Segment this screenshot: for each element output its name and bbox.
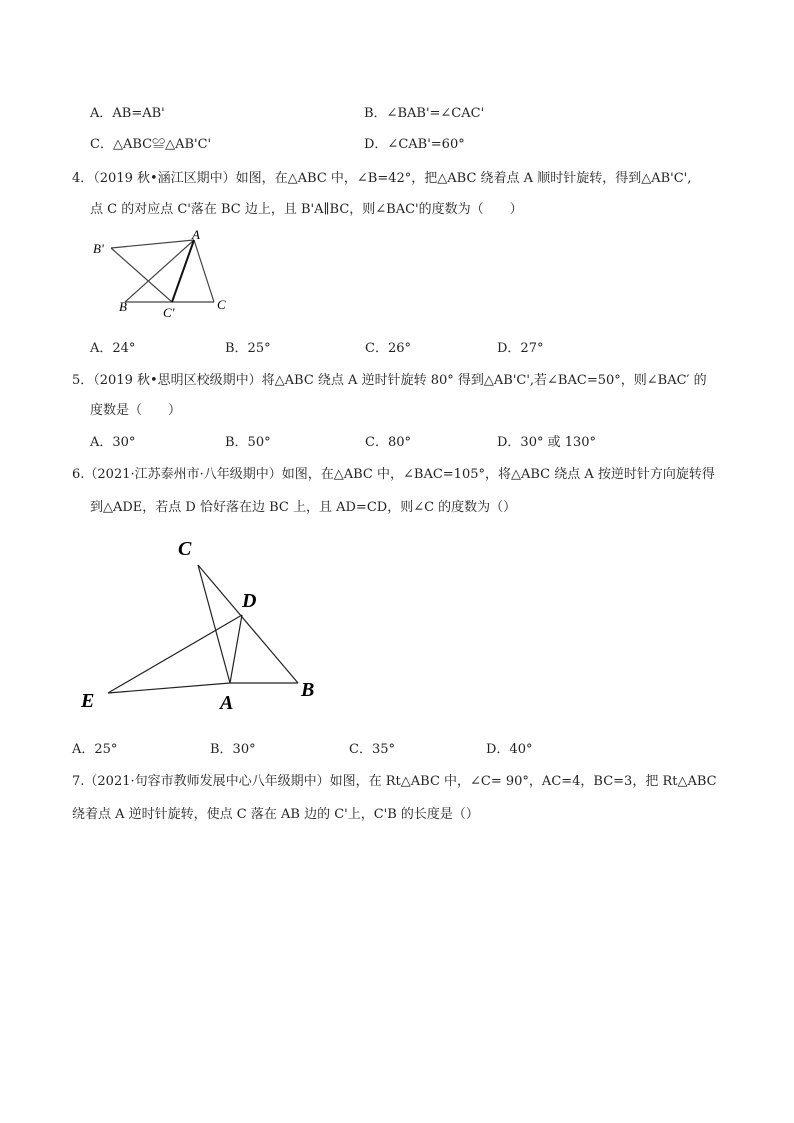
q6-stem-line1: 6.（2021·江苏泰州市·八年级期中）如图，在△ABC 中，∠BAC=105°，将△ABC 绕点 A 按逆时针方向旋转得 xyxy=(72,467,715,482)
q4-stem-line2: 点 C 的对应点 C'落在 BC 边上，且 B'A∥BC，则∠BAC'的度数为（ ） xyxy=(90,202,523,217)
q4-option-a: A．24° xyxy=(90,341,136,356)
q4-label-c: C xyxy=(217,297,226,312)
q6-segment-c-b xyxy=(198,565,298,683)
q6-label-b: B xyxy=(301,679,315,701)
q4-label-a: A xyxy=(192,228,200,242)
q7-stem-line1: 7.（2021·句容市教师发展中心八年级期中）如图，在 Rt△ABC 中，∠C= 90°，AC=4，BC=3，把 Rt△ABC xyxy=(72,774,717,789)
q3-option-d: D．∠CAB'=60° xyxy=(364,137,465,152)
q6-figure xyxy=(72,535,332,720)
q4-label-b: B xyxy=(119,299,127,314)
q4-segment-bprime-cprime xyxy=(111,248,172,302)
q4-segment-bprime-a xyxy=(111,240,194,248)
q4-figure xyxy=(88,228,248,323)
q6-option-a: A．25° xyxy=(72,742,118,757)
q6-option-c: C．35° xyxy=(349,742,395,757)
q6-segment-a-d xyxy=(230,615,242,683)
q3-option-a: A．AB=AB' xyxy=(90,106,165,121)
q4-option-c: C．26° xyxy=(365,341,411,356)
q6-option-d: D．40° xyxy=(486,742,533,757)
q4-option-d: D．27° xyxy=(497,341,544,356)
q7-stem-line2: 绕着点 A 逆时针旋转，使点 C 落在 AB 边的 C'上，C'B 的长度是（） xyxy=(72,807,479,822)
q5-option-c: C．80° xyxy=(365,435,411,450)
q5-stem-line1: 5．（2019 秋•思明区校级期中）将△ABC 绕点 A 逆时针旋转 80° 得到△AB'C',若∠BAC=50°，则∠BAC′ 的 xyxy=(72,373,707,388)
q5-option-a: A．30° xyxy=(90,435,136,450)
q6-option-b: B．30° xyxy=(210,742,256,757)
q5-option-d: D．30° 或 130° xyxy=(497,435,597,450)
q3-option-b: B．∠BAB'=∠CAC' xyxy=(364,106,485,121)
q3-option-c: C．△ABC≌△AB'C' xyxy=(90,137,212,152)
q6-label-d: D xyxy=(242,590,257,612)
q6-stem-line2: 到△ADE，若点 D 恰好落在边 BC 上，且 AD=CD，则∠C 的度数为（） xyxy=(90,500,517,515)
q5-stem-line2: 度数是（ ） xyxy=(90,403,182,418)
q6-label-a: A xyxy=(220,692,234,714)
q6-label-e: E xyxy=(81,690,95,712)
q4-label-bprime: B' xyxy=(93,241,104,256)
q4-segment-a-c xyxy=(194,240,214,302)
q4-stem-line1: 4．（2019 秋•涵江区期中）如图，在△ABC 中，∠B=42°，把△ABC 绕着点 A 顺时针旋转，得到△AB'C', xyxy=(72,171,692,186)
q4-label-cprime: C' xyxy=(163,305,175,320)
q6-segment-e-a xyxy=(108,683,230,693)
q5-option-b: B．50° xyxy=(225,435,271,450)
q6-segment-c-a xyxy=(198,565,230,683)
q4-option-b: B．25° xyxy=(225,341,271,356)
q6-label-c: C xyxy=(178,538,192,560)
